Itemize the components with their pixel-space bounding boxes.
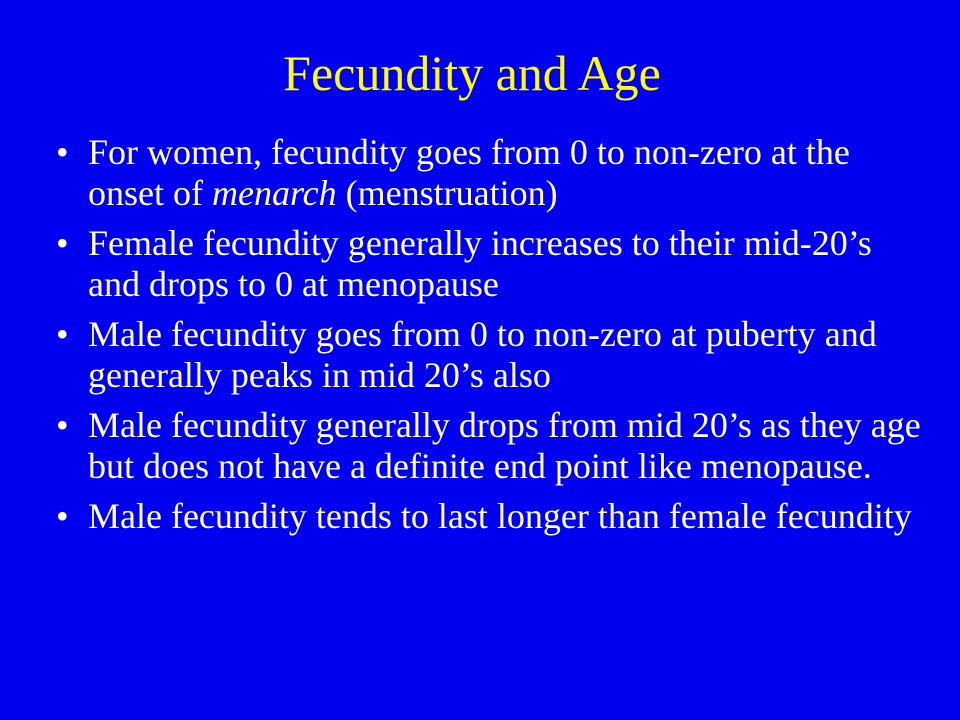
- bullet-icon: •: [56, 132, 69, 172]
- bullet-list: [0, 132, 960, 546]
- bullet-text: Male fecundity goes from 0 to non-zero at puberty and generally peaks in mid 20’s also: [88, 314, 877, 395]
- bullet-item-male-decline: [0, 405, 960, 487]
- bullet-text: [88, 132, 930, 214]
- bullet-icon: •: [56, 223, 69, 263]
- bullet-item-female-fecundity: [0, 223, 960, 305]
- bullet-text: Male fecundity tends to last longer than female fecundity: [88, 496, 912, 536]
- slide-title: Fecundity and Age: [283, 45, 661, 101]
- bullet-item-male-longer: [0, 496, 960, 537]
- bullet-item-male-puberty: [0, 314, 960, 396]
- bullet-icon: •: [56, 314, 69, 354]
- bullet-item-menarch: [0, 132, 960, 214]
- bullet-icon: •: [56, 405, 69, 445]
- bullet-text-before: For women, fecundity goes from 0 to non-zero at the onset of: [88, 132, 850, 213]
- bullet-icon: •: [56, 496, 69, 536]
- bullet-emphasis: menarch: [211, 173, 337, 213]
- bullet-text-after: (menstruation): [336, 173, 558, 213]
- bullet-text: Female fecundity generally increases to their mid-20’s and drops to 0 at menopause: [88, 223, 872, 304]
- bullet-text: Male fecundity generally drops from mid 20’s as they age but does not have a definite end point like menopause.: [88, 405, 921, 486]
